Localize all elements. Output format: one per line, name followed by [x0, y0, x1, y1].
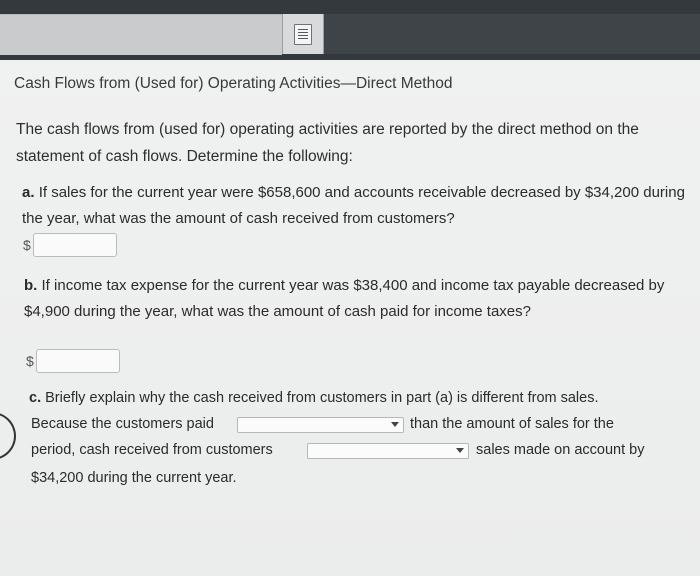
answer-a-input[interactable]	[33, 233, 117, 257]
question-b-label: b.	[24, 277, 38, 294]
question-c-part2: than the amount of sales for the	[410, 416, 614, 432]
question-c-part5: $34,200 during the current year.	[31, 470, 237, 486]
question-c-part3: period, cash received from customers	[31, 442, 273, 458]
question-c-part4: sales made on account by	[476, 442, 645, 458]
page-edge-bracket	[0, 412, 16, 460]
document-icon	[294, 24, 312, 45]
customers-paid-dropdown[interactable]	[237, 417, 404, 433]
question-c-text: Briefly explain why the cash received from customers in part (a) is different from sales.	[45, 390, 599, 406]
toolbar-tab-left[interactable]	[0, 14, 282, 55]
question-b	[24, 273, 674, 325]
question-panel	[0, 60, 700, 576]
chevron-down-icon	[391, 422, 399, 427]
top-toolbar	[0, 0, 700, 60]
toolbar-tab-right	[324, 14, 700, 54]
chevron-down-icon	[456, 448, 464, 453]
document-tab[interactable]	[282, 14, 324, 54]
answer-a	[23, 233, 117, 257]
answer-b-input[interactable]	[36, 349, 120, 373]
question-a-label: a.	[22, 184, 35, 201]
answer-a-currency: $	[23, 237, 31, 253]
question-a	[22, 180, 692, 232]
question-b-text: If income tax expense for the current year was $38,400 and income tax payable decreased by $4,900 during the year, what was the amount of cash paid for income taxes?	[24, 277, 665, 320]
page-title: Cash Flows from (Used for) Operating Activities—Direct Method	[14, 75, 453, 92]
answer-b	[26, 349, 120, 373]
question-a-text: If sales for the current year were $658,600 and accounts receivable decreased by $34,200 during the year, what was the amount of cash received from customers?	[22, 184, 685, 227]
question-c-part1: Because the customers paid	[31, 416, 214, 432]
answer-b-currency: $	[26, 353, 34, 369]
intro-text: The cash flows from (used for) operating activities are reported by the direct method on the statement of cash flows. Determine the following:	[16, 121, 639, 165]
question-c-label: c.	[29, 390, 42, 406]
cash-received-dropdown[interactable]	[307, 443, 469, 459]
question-c	[29, 390, 599, 406]
